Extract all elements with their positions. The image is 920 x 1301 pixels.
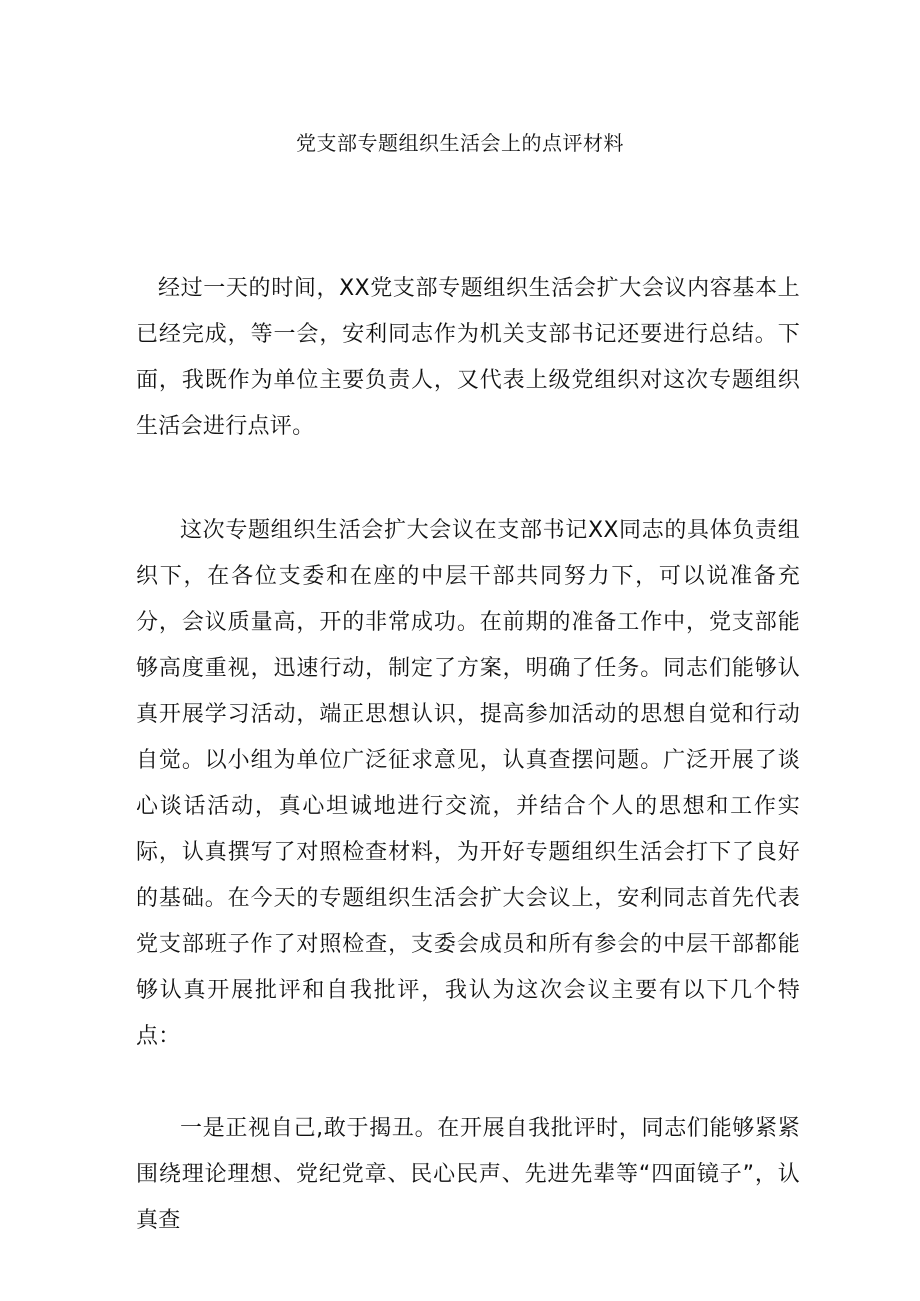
paragraph-intro: 经过一天的时间，XX党支部专题组织生活会扩大会议内容基本上已经完成，等一会，安利同志作为机关支部书记还要进行总结。下面，我既作为单位主要负责人，又代表上级党组织对这次专题组织生活会进行点评。 (136, 276, 800, 439)
paragraph-meeting-review: 这次专题组织生活会扩大会议在支部书记XX同志的具体负责组织下，在各位支委和在座的中层干部共同努力下，可以说准备充分，会议质量高，开的非常成功。在前期的准备工作中，党支部能够高度重视，迅速行动，制定了方案，明确了任务。同志们能够认真开展学习活动，端正思想认识，提高参加活动的思想自觉和行动自觉。以小组为单位广泛征求意见，认真查摆问题。广泛开展了谈心谈话活动，真心坦诚地进行交流，并结合个人的思想和工作实际，认真撰写了对照检查材料，为开好专题组织生活会打下了良好的基础。在今天的专题组织生活会扩大会议上，安利同志首先代表党支部班子作了对照检查，支委会成员和所有参会的中层干部都能够认真开展批评和自我批评，我认为这次会议主要有以下几个特点： (136, 518, 800, 1049)
paragraph-point-one: 一是正视自己,敢于揭丑。在开展自我批评时，同志们能够紧紧围绕理论理想、党纪党章、民心民声、先进先辈等“四面镜子”，认真查 (136, 1116, 800, 1233)
document-title: 党支部专题组织生活会上的点评材料 (296, 131, 624, 155)
